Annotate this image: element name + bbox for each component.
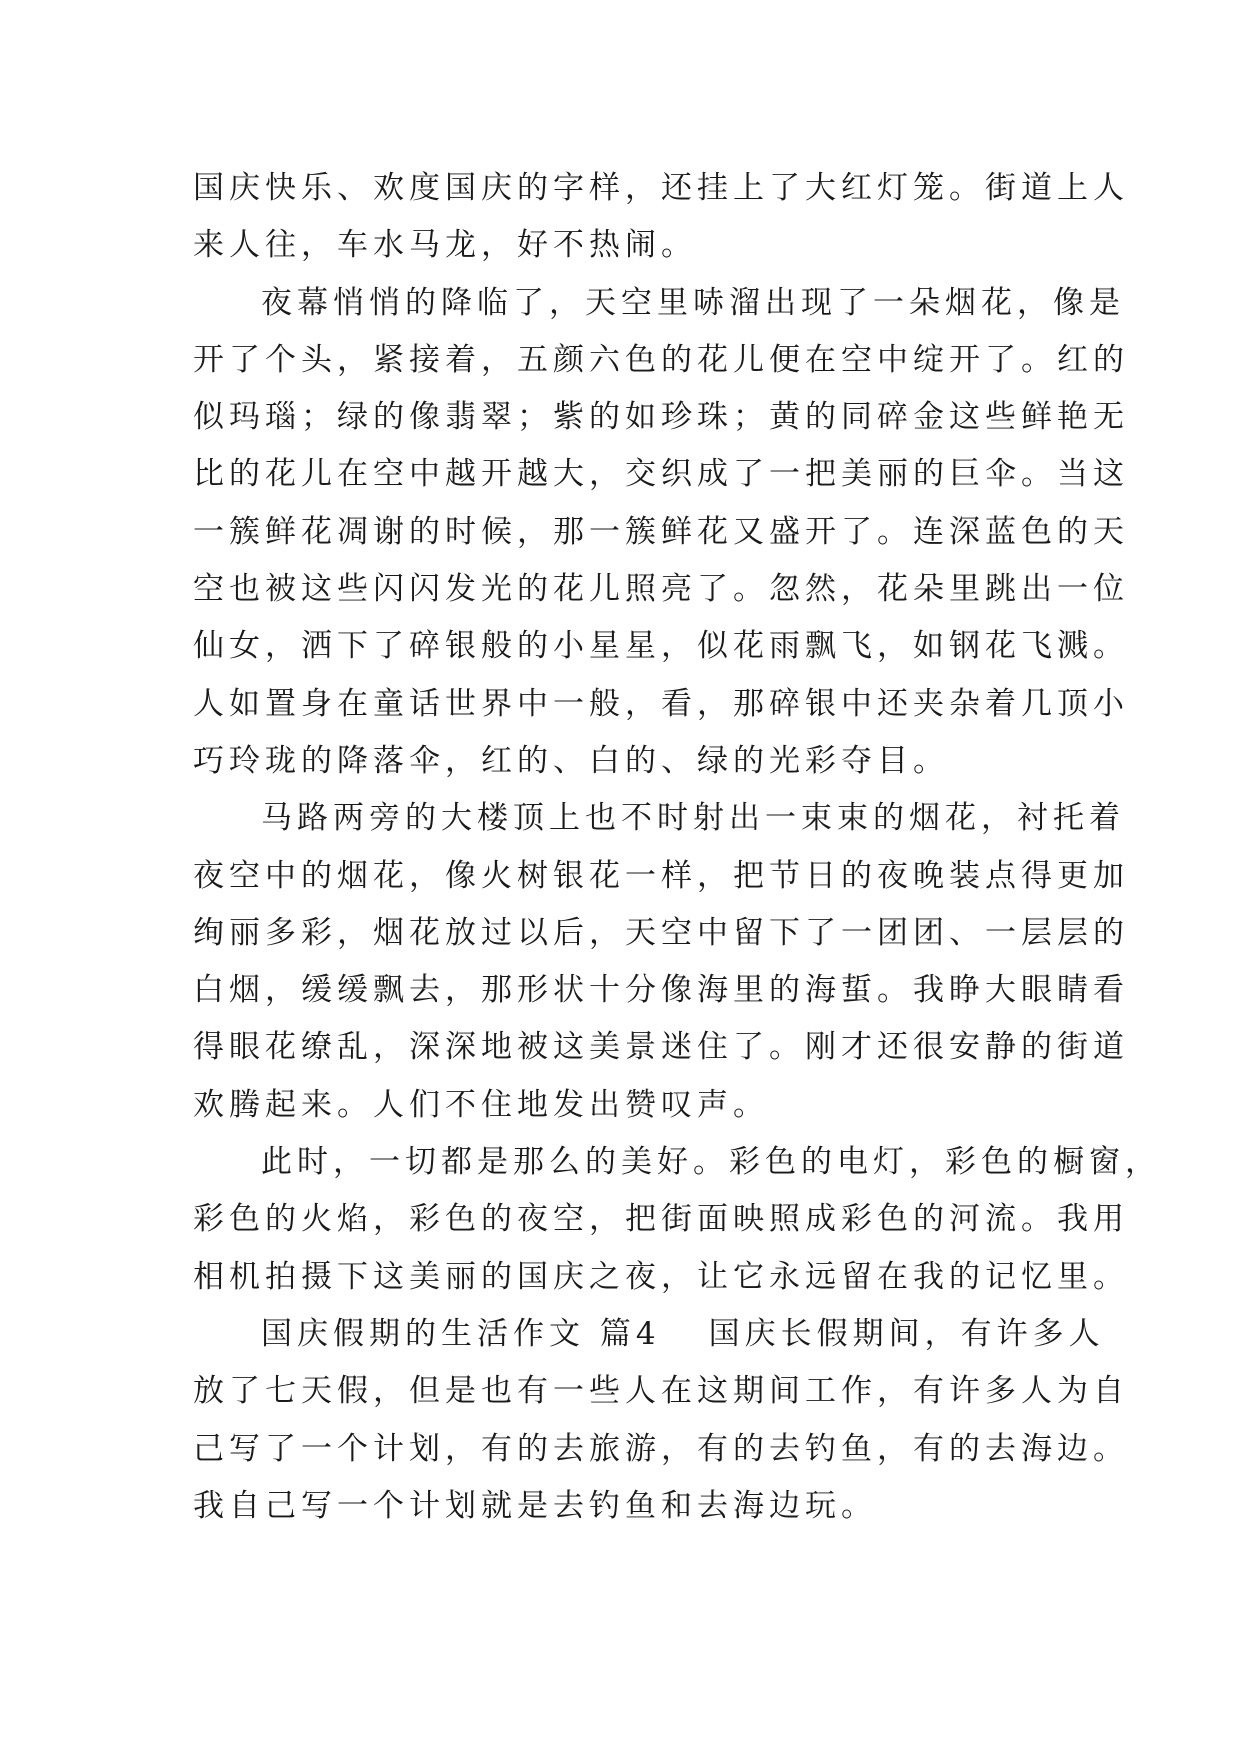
text-line: 似玛瑙；绿的像翡翠；紫的如珍珠；黄的同碎金这些鲜艳无 (193, 399, 1129, 436)
section-heading: 国庆假期的生活作文 篇4 (261, 1315, 661, 1352)
text-line: 彩色的火焰，彩色的夜空，把街面映照成彩色的河流。我用 (193, 1201, 1129, 1238)
text-line: 仙女，洒下了碎银般的小星星，似花雨飘飞，如钢花飞溅。 (193, 628, 1129, 665)
section-first-line (193, 1306, 1105, 1363)
text-line: 开了个头，紧接着，五颜六色的花儿便在空中绽开了。红的 (193, 341, 1129, 378)
text-line: 白烟，缓缓飘去，那形状十分像海里的海蜇。我睁大眼睛看 (193, 972, 1129, 1009)
text-line: 一簇鲜花凋谢的时候，那一簇鲜花又盛开了。连深蓝色的天 (193, 513, 1129, 550)
text-line: 巧玲珑的降落伞，红的、白的、绿的光彩夺目。 (193, 742, 949, 779)
text-line: 我自己写一个计划就是去钓鱼和去海边玩。 (193, 1487, 877, 1524)
text-line: 来人往，车水马龙，好不热闹。 (193, 227, 697, 264)
text-line: 马路两旁的大楼顶上也不时射出一束束的烟花，衬托着 (261, 800, 1125, 837)
text-line: 此时，一切都是那么的美好。彩色的电灯，彩色的橱窗， (261, 1144, 1161, 1181)
paragraph-4 (193, 1134, 1161, 1306)
text-line: 己写了一个计划，有的去旅游，有的去钓鱼，有的去海边。 (193, 1430, 1129, 1467)
text-line: 比的花儿在空中越开越大，交织成了一把美丽的巨伞。当这 (193, 456, 1129, 493)
text-line: 欢腾起来。人们不住地发出赞叹声。 (193, 1086, 769, 1123)
paragraph-2 (193, 275, 1129, 791)
text-line: 得眼花缭乱，深深地被这美景迷住了。刚才还很安静的街道 (193, 1029, 1129, 1066)
text-line: 夜幕悄悄的降临了，天空里哧溜出现了一朵烟花，像是 (261, 284, 1125, 321)
section-first-line-text: 国庆长假期间，有许多人 (708, 1315, 1105, 1352)
paragraph-3 (193, 790, 1129, 1134)
text-line: 空也被这些闪闪发光的花儿照亮了。忽然，花朵里跳出一位 (193, 571, 1129, 608)
text-line: 相机拍摄下这美丽的国庆之夜，让它永远留在我的记忆里。 (193, 1258, 1129, 1295)
text-line: 绚丽多彩，烟花放过以后，天空中留下了一团团、一层层的 (193, 914, 1129, 951)
paragraph-1 (193, 160, 1129, 275)
text-line: 人如置身在童话世界中一般，看，那碎银中还夹杂着几顶小 (193, 685, 1129, 722)
text-line: 夜空中的烟花，像火树银花一样，把节日的夜晚装点得更加 (193, 857, 1129, 894)
section-4 (193, 1306, 1129, 1535)
text-line: 国庆快乐、欢度国庆的字样，还挂上了大红灯笼。街道上人 (193, 170, 1129, 206)
text-line: 放了七天假，但是也有一些人在这期间工作，有许多人为自 (193, 1373, 1129, 1410)
body-text (193, 160, 1161, 1535)
